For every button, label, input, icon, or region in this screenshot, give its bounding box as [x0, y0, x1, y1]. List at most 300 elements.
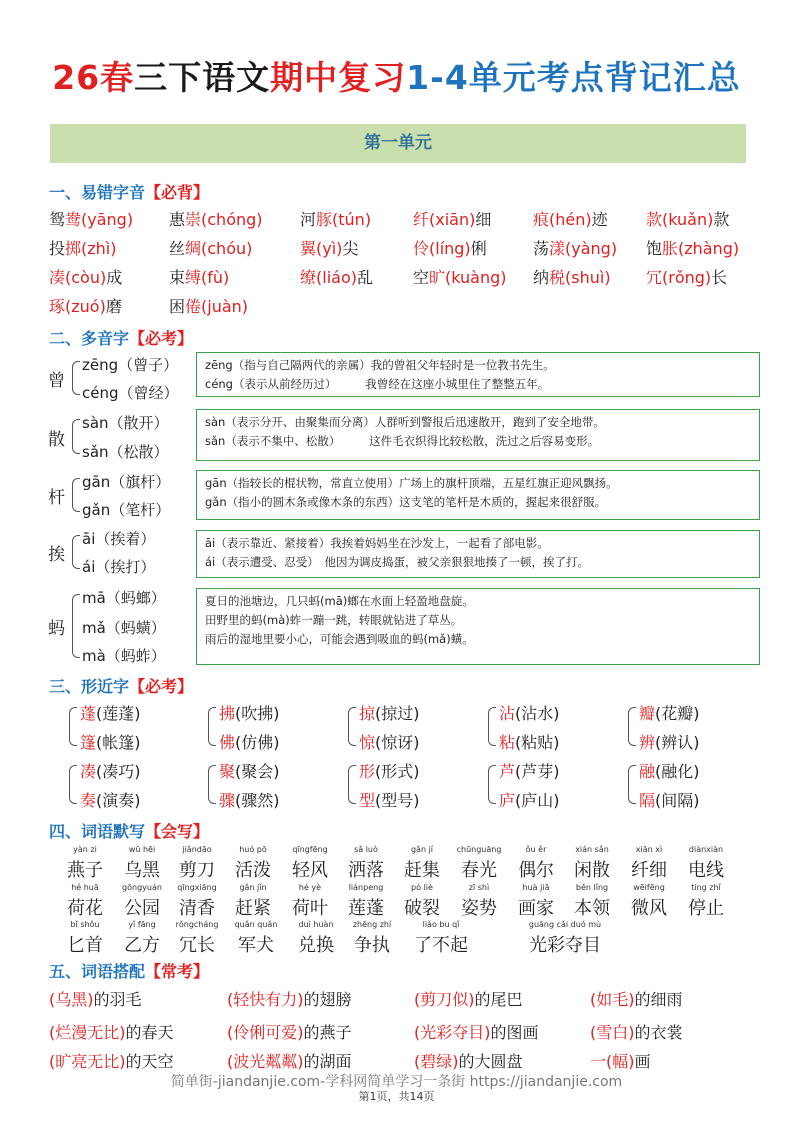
word-key-char: 胀(zhàng) [662, 239, 740, 258]
dictation-word [392, 883, 452, 920]
word-hanzi: 纤细 [631, 860, 667, 881]
similar-char: 拂 [219, 704, 236, 723]
similar-char-item [499, 759, 560, 782]
similar-char: 形 [359, 762, 376, 781]
brace-icon [72, 478, 80, 512]
word-key-char: 鸯(yāng) [65, 210, 134, 229]
similar-char-word: (形式) [375, 762, 420, 781]
similar-char-word: (仿佛) [235, 733, 280, 752]
collocation-item [590, 1020, 683, 1043]
dictation-word [342, 920, 402, 957]
example-sentence: gǎn（指小的圆木条或像木条的东西）这支笔的笔杆是木质的，握起来很舒服。 [205, 495, 607, 509]
polyphone-char: 曾 [48, 371, 65, 391]
collocation-item [49, 987, 142, 1010]
similar-char: 惊 [359, 733, 376, 752]
word-key-char: 漾(yàng) [549, 239, 618, 258]
word-hanzi: 匕首 [67, 935, 103, 956]
similar-char-word: (融化) [655, 762, 700, 781]
similar-char-word: (聚会) [235, 762, 280, 781]
brace-icon [69, 765, 77, 804]
mispronounced-word [49, 236, 117, 259]
similar-char-item [499, 701, 560, 724]
word-hanzi: 荷叶 [292, 898, 328, 919]
word-hanzi: 乙方 [124, 935, 160, 956]
dictation-word [223, 883, 283, 920]
dictation-word [562, 883, 622, 920]
word-prefix: 河 [300, 210, 317, 229]
similar-char-word: (演奏) [96, 791, 141, 810]
similar-char: 奏 [80, 791, 97, 810]
word-suffix: 迹 [591, 210, 608, 229]
similar-char-item [219, 701, 280, 724]
word-pinyin: guāng cǎi duó mù [528, 920, 602, 929]
word-key-char: 翼(yì) [300, 239, 343, 258]
word-pinyin: jiǎndāo [182, 845, 212, 854]
word-hanzi: 剪刀 [179, 860, 215, 881]
word-key-char: 豚(tún) [316, 210, 372, 229]
word-pinyin: duì huàn [298, 920, 334, 929]
dictation-word [226, 920, 286, 957]
dictation-word [336, 845, 396, 882]
similar-char: 芦 [499, 762, 516, 781]
similar-char: 篷 [80, 733, 97, 752]
dictation-word [55, 845, 115, 882]
dictation-word [280, 845, 340, 882]
word-key-char: 伶(líng) [413, 239, 471, 258]
word-hanzi: 画家 [518, 898, 554, 919]
word-pinyin: quǎn quǎn [234, 920, 278, 929]
collocation-modifier: (如毛) [590, 990, 635, 1009]
mispronounced-word [413, 207, 491, 230]
word-pinyin: huà jiā [522, 883, 550, 892]
polyphone-reading: mā（蚂螂） [82, 589, 166, 607]
similar-char: 掠 [359, 704, 376, 723]
word-pinyin: xiān xì [635, 845, 663, 854]
word-hanzi: 洒落 [348, 860, 384, 881]
example-box [196, 409, 760, 461]
word-key-char: 款(kuǎn) [646, 210, 714, 229]
word-pinyin: rǒngcháng [175, 920, 219, 929]
word-hanzi: 清香 [179, 898, 215, 919]
similar-char-word: (莲蓬) [96, 704, 141, 723]
word-prefix: 困 [169, 297, 186, 316]
dictation-word [449, 883, 509, 920]
word-pinyin: gǎn jí [410, 845, 434, 854]
mispronounced-word [533, 207, 608, 230]
mispronounced-word [413, 265, 507, 288]
similar-char-item [359, 788, 420, 811]
word-key-char: 绸(chóu) [185, 239, 253, 258]
word-suffix: 尖 [342, 239, 359, 258]
word-hanzi: 破裂 [404, 898, 440, 919]
brace-icon [488, 707, 496, 746]
mispronounced-word [49, 294, 122, 317]
collocation-item [227, 1049, 352, 1072]
similar-char-word: (掠过) [375, 704, 420, 723]
dictation-word [112, 920, 172, 957]
word-pinyin: xián sǎn [575, 845, 609, 854]
word-hanzi: 姿势 [461, 898, 497, 919]
word-key-char: 痕(hén) [533, 210, 592, 229]
word-suffix: 俐 [470, 239, 487, 258]
dictation-word [506, 845, 566, 882]
dictation-word [55, 883, 115, 920]
word-prefix: 鸳 [49, 210, 66, 229]
word-prefix: 束 [169, 268, 186, 287]
example-sentence: sǎn（表示不集中、松散） 这件毛衣织得比较松散，洗过之后容易变形。 [205, 434, 600, 448]
word-hanzi: 乌黑 [124, 860, 160, 881]
dictation-word [112, 845, 172, 882]
dictation-word [55, 920, 115, 957]
similar-char: 粘 [499, 733, 516, 752]
polyphone-reading: āi（挨着） [82, 530, 156, 548]
brace-icon [69, 707, 77, 746]
brace-icon [72, 419, 80, 454]
unit-header: 第一单元 [50, 124, 746, 163]
similar-char-item [80, 788, 141, 811]
similar-char-word: (惊讶) [375, 733, 420, 752]
similar-char-word: (芦芽) [515, 762, 560, 781]
similar-char-word: (骤然) [235, 791, 280, 810]
collocation-item [590, 1049, 651, 1072]
mispronounced-word [413, 236, 487, 259]
word-pinyin: huó pō [239, 845, 267, 854]
example-sentence: sàn（表示分开、由聚集而分离）人群听到警报后迅速散开，跑到了安全地带。 [205, 415, 605, 429]
similar-char-item [80, 701, 141, 724]
polyphone-reading: sàn（散开） [82, 414, 169, 432]
word-suffix: 细 [475, 210, 492, 229]
collocation-noun: 画 [634, 1052, 651, 1071]
word-pinyin: diànxiàn [688, 845, 724, 854]
example-box [196, 588, 760, 665]
word-pinyin: ǒu ěr [525, 845, 547, 854]
similar-char-word: (帐篷) [96, 733, 141, 752]
dictation-word [619, 845, 679, 882]
collocation-item [414, 1020, 539, 1043]
collocation-noun: 的尾巴 [474, 990, 523, 1009]
similar-char-item [80, 730, 141, 753]
similar-char: 蓬 [80, 704, 97, 723]
word-hanzi: 轻风 [292, 860, 328, 881]
similar-char-item [219, 759, 280, 782]
word-prefix: 丝 [169, 239, 186, 258]
collocation-modifier: (剪刀似) [414, 990, 475, 1009]
mispronounced-word [49, 265, 122, 288]
dictation-word [167, 883, 227, 920]
mispronounced-word [300, 236, 358, 259]
collocation-item [414, 1049, 523, 1072]
collocation-noun: 的羽毛 [93, 990, 142, 1009]
word-hanzi: 微风 [631, 898, 667, 919]
polyphone-reading: céng（曾经） [82, 384, 179, 402]
similar-char: 沾 [499, 704, 516, 723]
word-pinyin: hé yè [298, 883, 322, 892]
word-pinyin: yǐ fāng [128, 920, 156, 929]
word-key-char: 掷(zhì) [65, 239, 117, 258]
dictation-word [449, 845, 509, 882]
collocation-item [414, 987, 523, 1010]
word-prefix: 惠 [169, 210, 186, 229]
dictation-word [676, 845, 736, 882]
similar-char-item [80, 759, 141, 782]
section-5-heading: 五、词语搭配【常考】 [49, 962, 210, 981]
dictation-word [392, 845, 452, 882]
word-hanzi: 燕子 [67, 860, 103, 881]
dictation-word [336, 883, 396, 920]
word-hanzi: 偶尔 [518, 860, 554, 881]
similar-char: 聚 [219, 762, 236, 781]
brace-icon [72, 535, 80, 569]
mispronounced-word [169, 265, 229, 288]
brace-icon [348, 707, 356, 746]
word-hanzi: 冗长 [179, 935, 215, 956]
mispronounced-word [646, 265, 727, 288]
polyphone-reading: ái（挨打） [82, 558, 156, 576]
word-hanzi: 本领 [574, 898, 610, 919]
section-3-heading: 三、形近字【必考】 [49, 677, 194, 696]
collocation-noun: 的天空 [125, 1052, 174, 1071]
collocation-modifier: (烂漫无比) [49, 1023, 126, 1042]
dictation-word [167, 920, 227, 957]
word-prefix: 荡 [533, 239, 550, 258]
collocation-noun: 的图画 [490, 1023, 539, 1042]
mispronounced-word [169, 207, 263, 230]
word-hanzi: 公园 [124, 898, 160, 919]
similar-char: 骤 [219, 791, 236, 810]
word-pinyin: wū hēi [128, 845, 156, 854]
collocation-modifier: (旷亮无比) [49, 1052, 126, 1071]
word-pinyin: pò liè [411, 883, 433, 892]
collocation-item [49, 1020, 174, 1043]
similar-char-item [219, 730, 280, 753]
polyphone-char: 蚂 [48, 619, 65, 639]
word-hanzi: 兑换 [298, 935, 334, 956]
dictation-word [676, 883, 736, 920]
example-sentence: āi（表示靠近、紧接着）我挨着妈妈坐在沙发上，一起看了部电影。 [205, 536, 549, 550]
example-sentence: gān（指较长的棍状物，常直立使用）广场上的旗杆顶端，五星红旗正迎风飘扬。 [205, 476, 618, 490]
brace-icon [72, 361, 80, 395]
word-hanzi: 春光 [461, 860, 497, 881]
similar-char-word: (花瓣) [655, 704, 700, 723]
similar-char-item [359, 759, 420, 782]
word-pinyin: chūnguāng [456, 845, 502, 854]
brace-icon [348, 765, 356, 804]
collocation-modifier: (乌黑) [49, 990, 94, 1009]
word-pinyin: qīngxiāng [177, 883, 217, 892]
word-key-char: 崇(chóng) [185, 210, 263, 229]
mispronounced-word [300, 207, 371, 230]
word-suffix: 乱 [356, 268, 373, 287]
collocation-modifier: (碧绿) [414, 1052, 459, 1071]
word-prefix: 饱 [646, 239, 663, 258]
similar-char: 佛 [219, 733, 236, 752]
example-box [196, 530, 760, 578]
word-prefix: 投 [49, 239, 66, 258]
word-pinyin: hé huā [71, 883, 99, 892]
brace-icon [72, 594, 80, 658]
similar-char-item [499, 730, 560, 753]
example-sentence: céng（表示从前经历过） 我曾经在这座小城里住了整整五年。 [205, 377, 550, 391]
word-hanzi: 电线 [688, 860, 724, 881]
collocation-noun: 的大圆盘 [458, 1052, 523, 1071]
dictation-word [280, 883, 340, 920]
dictation-word [396, 920, 486, 957]
word-key-char: 冗(rǒng) [646, 268, 712, 287]
dictation-word [112, 883, 172, 920]
example-sentence: 夏日的池塘边，几只蚂(mā)螂在水面上轻盈地盘旋。 [205, 594, 474, 608]
brace-icon [488, 765, 496, 804]
dictation-word [619, 883, 679, 920]
word-key-char: 纤(xiān) [413, 210, 476, 229]
similar-char: 庐 [499, 791, 516, 810]
word-suffix: 成 [106, 268, 123, 287]
example-sentence: 雨后的湿地里要小心，可能会遇到吸血的蚂(mǎ)蟥。 [205, 632, 474, 646]
similar-char: 型 [359, 791, 376, 810]
word-hanzi: 闲散 [574, 860, 610, 881]
word-hanzi: 莲蓬 [348, 898, 384, 919]
mispronounced-word [646, 236, 739, 259]
polyphone-reading: gān（旗杆） [82, 473, 171, 491]
collocation-noun: 的春天 [125, 1023, 174, 1042]
dictation-word [286, 920, 346, 957]
polyphone-reading: mà（蚂蚱） [82, 647, 166, 665]
similar-char: 凑 [80, 762, 97, 781]
word-pinyin: sǎ luò [354, 845, 378, 854]
word-pinyin: zhēng zhí [352, 920, 392, 929]
word-pinyin: gǎn jǐn [239, 883, 267, 892]
similar-char: 瓣 [639, 704, 656, 723]
word-suffix: 磨 [105, 297, 122, 316]
similar-char-word: (吹拂) [235, 704, 280, 723]
brace-icon [208, 765, 216, 804]
similar-char-item [639, 788, 700, 811]
word-pinyin: liǎo bu qǐ [422, 920, 460, 929]
word-key-char: 凑(còu) [49, 268, 107, 287]
similar-char-word: (沾水) [515, 704, 560, 723]
mispronounced-word [169, 236, 252, 259]
collocation-item [590, 987, 683, 1010]
collocation-modifier: 一(幅) [590, 1052, 635, 1071]
word-pinyin: wēifēng [633, 883, 665, 892]
word-pinyin: běn lǐng [575, 883, 609, 892]
word-pinyin: bǐ shǒu [70, 920, 100, 929]
polyphone-reading: gǎn（笔杆） [82, 501, 171, 519]
mispronounced-word [533, 236, 617, 259]
polyphone-char: 散 [48, 429, 65, 450]
word-pinyin: liánpeng [348, 883, 384, 892]
word-key-char: 旷(kuàng) [429, 268, 507, 287]
similar-char: 融 [639, 762, 656, 781]
collocation-modifier: (波光粼粼) [227, 1052, 304, 1071]
example-sentence: zēng（指与自己隔两代的亲属）我的曾祖父年轻时是一位教书先生。 [205, 358, 555, 372]
section-4-heading: 四、词语默写【会写】 [49, 822, 210, 841]
word-hanzi: 赶集 [404, 860, 440, 881]
collocation-modifier: (轻快有力) [227, 990, 304, 1009]
similar-char-word: (庐山) [515, 791, 560, 810]
similar-char-item [359, 730, 420, 753]
similar-char: 隔 [639, 791, 656, 810]
word-key-char: 缭(liáo) [300, 268, 357, 287]
word-hanzi: 荷花 [67, 898, 103, 919]
collocation-item [227, 987, 352, 1010]
collocation-noun: 的湖面 [303, 1052, 352, 1071]
similar-char-word: (间隔) [655, 791, 700, 810]
dictation-word [167, 845, 227, 882]
word-pinyin: zī shì [468, 883, 490, 892]
collocation-modifier: (光彩夺目) [414, 1023, 491, 1042]
word-key-char: 缚(fù) [185, 268, 230, 287]
word-suffix: 款 [713, 210, 730, 229]
brace-icon [208, 707, 216, 746]
collocation-modifier: (雪白) [590, 1023, 635, 1042]
word-key-char: 倦(juàn) [185, 297, 249, 316]
example-box [196, 470, 760, 520]
word-prefix: 纳 [533, 268, 550, 287]
mispronounced-word [169, 294, 248, 317]
polyphone-reading: mǎ（蚂蟥） [82, 619, 166, 637]
word-suffix: 长 [711, 268, 728, 287]
footer-watermark: 简单街-jiandanjie.com-学科网简单学习一条街 https://jiandanjie.com [170, 1074, 623, 1090]
collocation-item [49, 1049, 174, 1072]
polyphone-char: 杆 [48, 488, 65, 508]
similar-char-item [639, 730, 700, 753]
similar-char-item [219, 788, 280, 811]
word-key-char: 琢(zuó) [49, 297, 106, 316]
polyphone-reading: sǎn（松散） [82, 443, 169, 461]
page-title: 26春三下语文期中复习1-4单元考点背记汇总 [52, 58, 741, 97]
dictation-word [223, 845, 283, 882]
word-pinyin: yàn zi [73, 845, 97, 854]
section-1-heading: 一、易错字音【必背】 [49, 183, 210, 202]
collocation-modifier: (伶俐可爱) [227, 1023, 304, 1042]
collocation-noun: 的衣裳 [634, 1023, 683, 1042]
brace-icon [628, 765, 636, 804]
word-hanzi: 争执 [354, 935, 390, 956]
dictation-word [506, 883, 566, 920]
mispronounced-word [646, 207, 729, 230]
similar-char-word: (凑巧) [96, 762, 141, 781]
word-hanzi: 停止 [688, 898, 724, 919]
word-hanzi: 了不起 [414, 935, 468, 956]
example-box [196, 352, 760, 397]
word-hanzi: 赶紧 [235, 898, 271, 919]
word-pinyin: gōngyuán [122, 883, 162, 892]
word-hanzi: 军犬 [238, 935, 274, 956]
similar-char-word: (粘贴) [515, 733, 560, 752]
word-pinyin: qīngfēng [292, 845, 328, 854]
collocation-item [227, 1020, 352, 1043]
similar-char-word: (辨认) [655, 733, 700, 752]
polyphone-reading: zēng（曾子） [82, 356, 179, 374]
word-pinyin: tíng zhǐ [691, 883, 721, 892]
similar-char-item [499, 788, 560, 811]
similar-char-item [639, 759, 700, 782]
example-sentence: 田野里的蚂(mà)蚱一蹦一跳，转眼就钻进了草丛。 [205, 613, 463, 627]
similar-char: 辨 [639, 733, 656, 752]
word-hanzi: 活泼 [235, 860, 271, 881]
similar-char-item [639, 701, 700, 724]
collocation-noun: 的燕子 [303, 1023, 352, 1042]
similar-char-item [359, 701, 420, 724]
word-hanzi: 光彩夺目 [529, 935, 601, 956]
collocation-noun: 的翅膀 [303, 990, 352, 1009]
dictation-word [562, 845, 622, 882]
word-key-char: 税(shuì) [549, 268, 611, 287]
dictation-word [520, 920, 610, 957]
mispronounced-word [49, 207, 133, 230]
mispronounced-word [300, 265, 373, 288]
brace-icon [628, 707, 636, 746]
